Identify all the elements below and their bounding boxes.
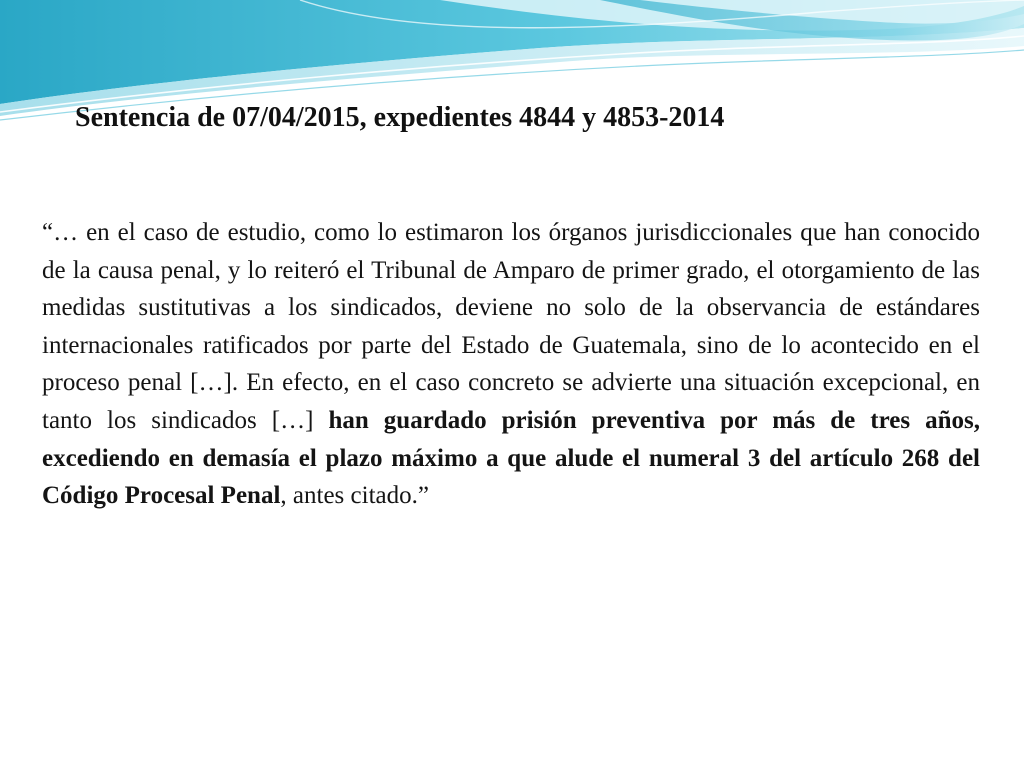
slide-title: Sentencia de 07/04/2015, expedientes 4844 y 4853-2014 bbox=[75, 102, 725, 133]
quote-paragraph bbox=[42, 214, 980, 515]
quote-text-emphasis: han guardado prisión preventiva por más de tres años, excediendo en demasía el plazo máximo a que alude el numeral 3 del artículo 268 del Código Procesal Penal bbox=[42, 406, 981, 510]
quote-text-after: , antes citado.” bbox=[280, 482, 429, 510]
quote-text-before: “… en el caso de estudio, como lo estimaron los órganos jurisdiccionales que han conocido de la causa penal, y lo reiteró el Tribunal de Amparo de primer grado, el otorgamiento de las medidas sustitutivas a los sindicados, deviene no solo de la observancia de estándares internacionales ratificados por parte del Estado de Guatemala, sino de lo acontecido en el proceso penal […]. En efecto, en el caso concreto se advierte una situación excepcional, en tanto los sindicados […] bbox=[42, 219, 980, 434]
